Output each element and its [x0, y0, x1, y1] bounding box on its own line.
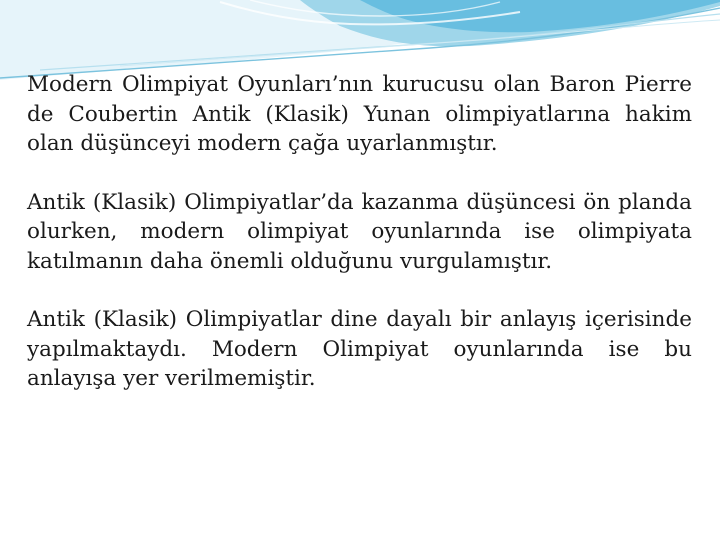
- paragraph-winning-vs-participation: Antik (Klasik) Olimpiyatlar’da kazanma düşüncesi ön planda olurken, modern olimpiyat oyunlarında ise olimpiyata katılmanın daha önemli olduğunu vurgulamıştır.: [27, 189, 692, 274]
- paragraph-religion: Antik (Klasik) Olimpiyatlar dine dayalı bir anlayış içerisinde yapılmaktaydı. Modern Olimpiyat oyunlarında ise bu anlayışa yer verilmemiştir.: [27, 307, 692, 391]
- paragraph-coubertin: Modern Olimpiyat Oyunları’nın kurucusu olan Baron Pierre de Coubertin Antik (Klasik) Yunan olimpiyatlarına hakim olan düşünceyi modern çağa uyarlanmıştır.: [27, 72, 692, 156]
- slide-body: [27, 70, 692, 394]
